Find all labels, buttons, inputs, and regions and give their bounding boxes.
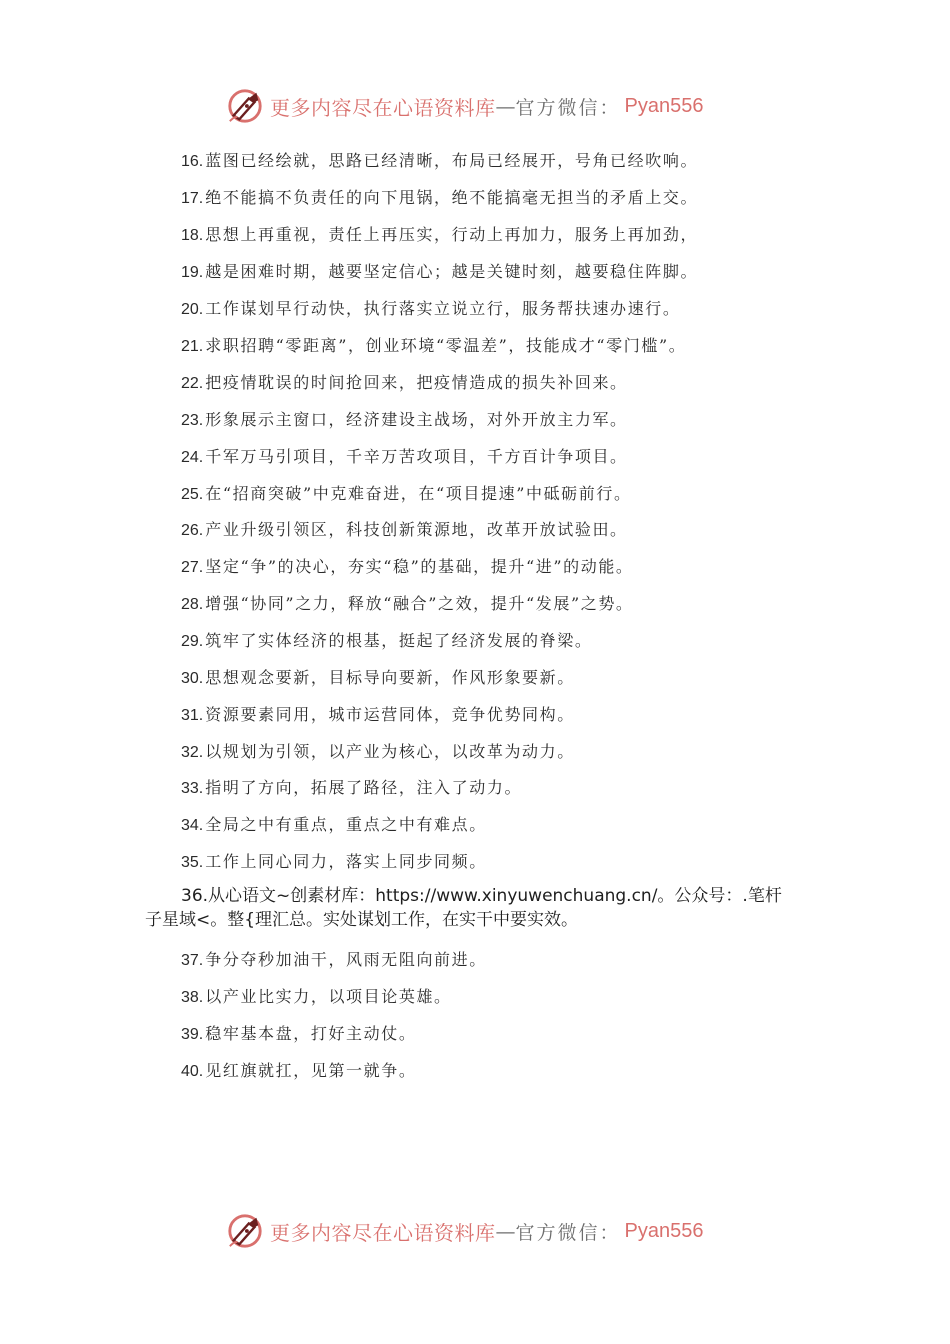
banner-official-text: 官方微信： xyxy=(515,1221,621,1244)
list-item: 18. 思想上再重视，责任上再压实，行动上再加力，服务上再加劲， xyxy=(181,225,699,244)
list-item: 27. 坚定“争”的决心，夯实“稳”的基础，提升“进”的动能。 xyxy=(181,557,634,576)
list-item: 29. 筑牢了实体经济的根基，挺起了经济发展的脊梁。 xyxy=(181,631,593,650)
list-item: 24. 千军万马引项目，千辛万苦攻项目，千方百计争项目。 xyxy=(181,447,628,466)
banner-library-text: 更多内容尽在心语资料库 xyxy=(270,95,496,120)
banner-wechat-id: Pyan556 xyxy=(624,1219,704,1242)
list-item: 20. 工作谋划早行动快，执行落实立说立行，服务帮扶速办速行。 xyxy=(181,299,681,318)
list-item: 32. 以规划为引领，以产业为核心，以改革为动力。 xyxy=(181,742,575,761)
pen-nib-logo-icon xyxy=(226,87,264,125)
list-item: 39. 稳牢基本盘，打好主动仗。 xyxy=(181,1024,417,1043)
banner-official-text: 官方微信： xyxy=(515,96,621,119)
list-item: 26. 产业升级引领区，科技创新策源地，改革开放试验田。 xyxy=(181,520,628,539)
banner-dash: — xyxy=(495,94,516,118)
list-item: 34. 全局之中有重点，重点之中有难点。 xyxy=(181,815,487,834)
list-item: 16. 蓝图已经绘就，思路已经清晰，布局已经展开，号角已经吹响。 xyxy=(181,151,699,170)
source-note-line-1: 36.从心语文~创素材库：https://www.xinyuwenchuang.cn/。公众号：.笔杆 xyxy=(181,886,782,906)
list-item: 22. 把疫情耽误的时间抢回来，把疫情造成的损失补回来。 xyxy=(181,373,628,392)
pen-nib-logo-icon xyxy=(226,1212,264,1250)
header-banner xyxy=(226,86,703,126)
list-item: 35. 工作上同心同力，落实上同步同频。 xyxy=(181,852,487,871)
list-item: 40. 见红旗就扛，见第一就争。 xyxy=(181,1061,417,1080)
list-item-source-note xyxy=(145,884,825,932)
list-item: 37. 争分夺秒加油干，风雨无阻向前进。 xyxy=(181,950,487,969)
list-item: 30. 思想观念要新，目标导向要新，作风形象要新。 xyxy=(181,668,575,687)
banner-dash: — xyxy=(495,1219,516,1243)
list-item: 28. 增强“协同”之力，释放“融合”之效，提升“发展”之势。 xyxy=(181,594,634,613)
source-note-line-2: 子星域<。整{理汇总。实处谋划工作，在实干中要实效。 xyxy=(145,910,579,930)
banner-library-text: 更多内容尽在心语资料库 xyxy=(270,1220,496,1245)
list-item: 31. 资源要素同用，城市运营同体，竞争优势同构。 xyxy=(181,705,575,724)
list-item: 25. 在“招商突破”中克难奋进，在“项目提速”中砥砺前行。 xyxy=(181,484,632,503)
list-item: 23. 形象展示主窗口，经济建设主战场，对外开放主力军。 xyxy=(181,410,628,429)
banner-wechat-id: Pyan556 xyxy=(624,94,704,117)
list-item: 38. 以产业比实力，以项目论英雄。 xyxy=(181,987,452,1006)
list-item: 17. 绝不能搞不负责任的向下甩锅，绝不能搞毫无担当的矛盾上交。 xyxy=(181,188,699,207)
list-item: 21. 求职招聘“零距离”，创业环境“零温差”，技能成才“零门槛”。 xyxy=(181,336,687,355)
footer-banner xyxy=(226,1211,703,1251)
list-item: 19. 越是困难时期，越要坚定信心；越是关键时刻，越要稳住阵脚。 xyxy=(181,262,699,281)
list-item: 33. 指明了方向，拓展了路径，注入了动力。 xyxy=(181,778,523,797)
